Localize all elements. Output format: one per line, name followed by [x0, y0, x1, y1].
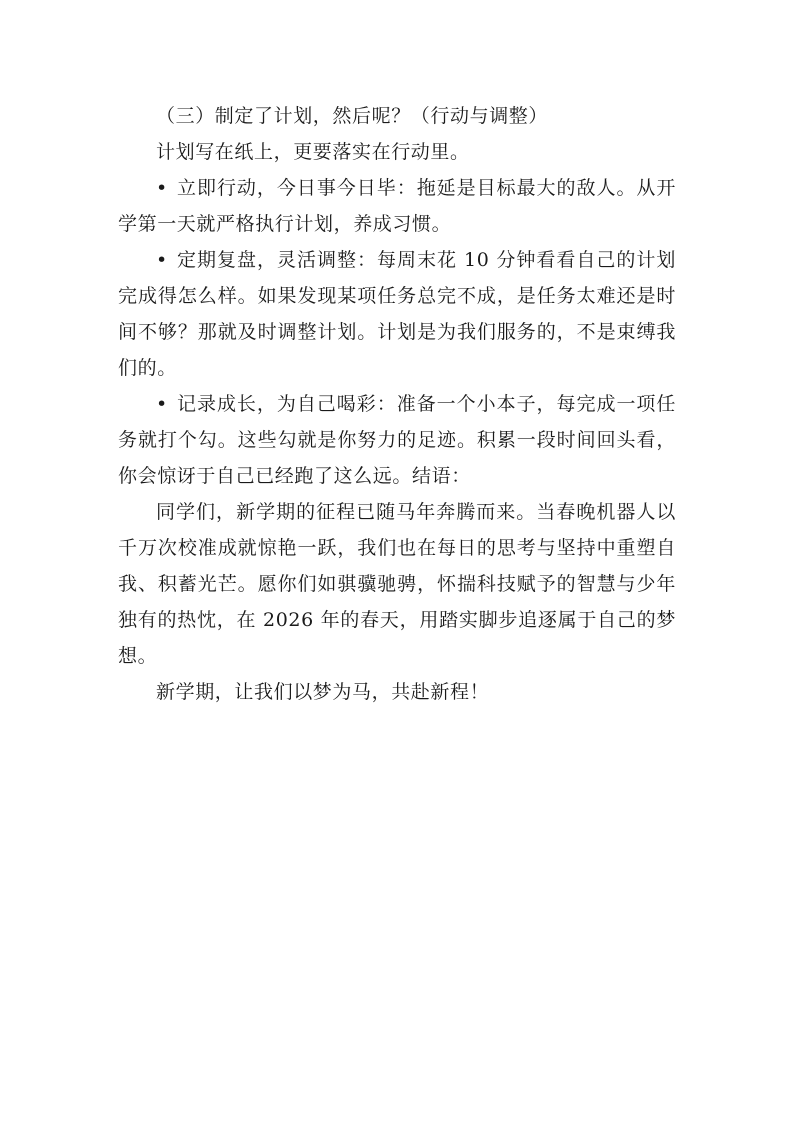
bullet-icon: • — [156, 249, 168, 271]
bullet-text: 立即行动，今日事今日毕：拖延是目标最大的敌人。从开学第一天就严格执行计划，养成习惯。 — [118, 177, 676, 235]
intro-paragraph: 计划写在纸上，更要落实在行动里。 — [156, 141, 470, 163]
final-line: 新学期，让我们以梦为马，共赴新程！ — [156, 681, 490, 703]
bullet-icon: • — [156, 393, 168, 415]
bullet-icon: • — [156, 177, 168, 199]
document-body — [118, 98, 676, 710]
bullet-item-review — [118, 242, 676, 386]
section-heading: （三）制定了计划，然后呢？（行动与调整） — [156, 105, 549, 127]
bullet-text: 记录成长，为自己喝彩：准备一个小本子，每完成一项任务就打个勾。这些勾就是你努力的足迹。积累一段时间回头看，你会惊讶于自己已经跑了这么远。结语： — [118, 393, 676, 487]
bullet-item-act-now — [118, 170, 676, 242]
bullet-item-record — [118, 386, 676, 494]
bullet-text: 定期复盘，灵活调整：每周末花 10 分钟看看自己的计划完成得怎么样。如果发现某项任务总完不成，是任务太难还是时间不够？那就及时调整计划。计划是为我们服务的，不是束缚我们的。 — [118, 249, 676, 379]
closing-paragraph: 同学们，新学期的征程已随马年奔腾而来。当春晚机器人以千万次校准成就惊艳一跃，我们也在每日的思考与坚持中重塑自我、积蓄光芒。愿你们如骐骥驰骋，怀揣科技赋予的智慧与少年独有的热忱，在 2026 年的春天，用踏实脚步追逐属于自己的梦想。 — [118, 501, 676, 667]
